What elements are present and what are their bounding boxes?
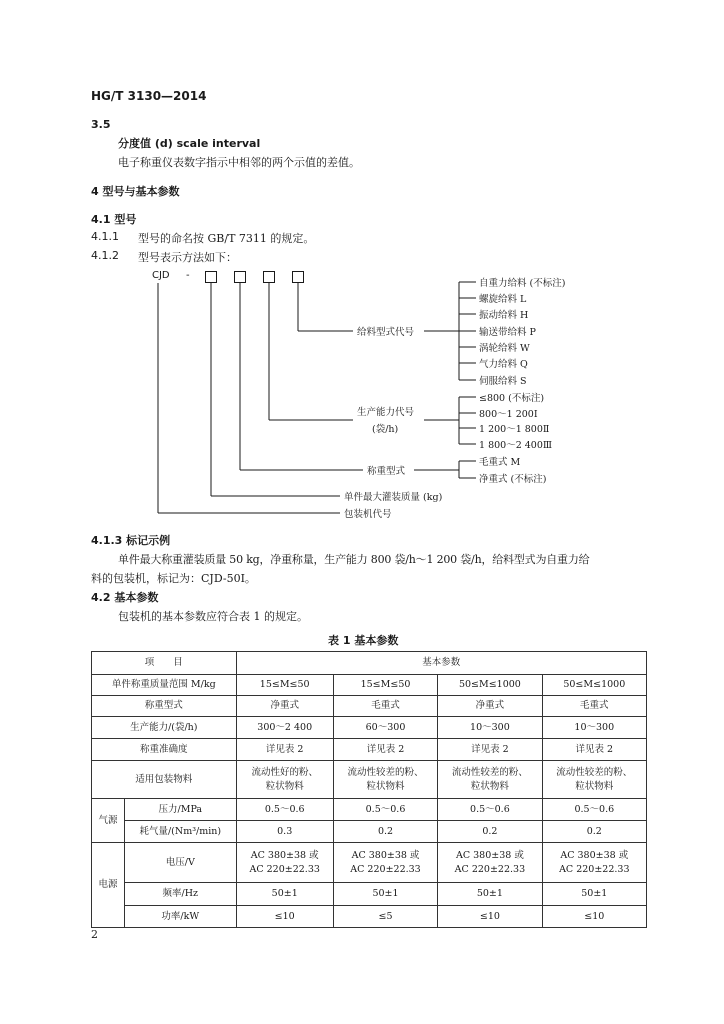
table-cell: 详见表 2: [542, 739, 646, 761]
feed-option: 螺旋给料 L: [479, 294, 527, 305]
table-cell: AC 380±38 或 AC 220±22.33: [542, 843, 646, 883]
table-cell: 50±1: [333, 883, 437, 906]
group-label-power: 电源: [92, 843, 125, 928]
row-label: 生产能力/(袋/h): [92, 717, 237, 739]
table-cell: 0.2: [333, 821, 437, 843]
table-row: [92, 799, 647, 821]
table-cell: 详见表 2: [333, 739, 437, 761]
standard-number: HG/T 3130—2014: [91, 89, 207, 103]
table-cell: AC 380±38 或 AC 220±22.33: [438, 843, 542, 883]
table-cell: ≤10: [542, 906, 646, 928]
table-cell: 50±1: [236, 883, 333, 906]
table-row: [92, 843, 647, 883]
capacity-option: ≤800 (不标注): [479, 393, 545, 404]
row-label: 功率/kW: [125, 906, 237, 928]
table-row: [92, 739, 647, 761]
model-dash: -: [186, 270, 190, 281]
weigh-type-label: 称重型式: [367, 466, 406, 477]
table-cell: ≤5: [333, 906, 437, 928]
table-row: [92, 696, 647, 717]
header-cell: 基本参数: [236, 652, 646, 675]
subsection-heading: 4.2 基本参数: [91, 591, 159, 604]
feed-option: 伺服给料 S: [479, 376, 527, 387]
table-cell: 0.2: [542, 821, 646, 843]
row-label: 耗气量/(Nm³/min): [125, 821, 237, 843]
weigh-option: 净重式 (不标注): [479, 474, 547, 485]
table-cell: 流动性较差的粉、 粒状物料: [438, 761, 542, 799]
clause-text: 型号表示方法如下：: [138, 251, 237, 264]
table-cell: 0.2: [438, 821, 542, 843]
row-label: 频率/Hz: [125, 883, 237, 906]
table-cell: 流动性好的粉、 粒状物料: [236, 761, 333, 799]
table-row: [92, 761, 647, 799]
table-cell: 50≤M≤1000: [542, 675, 646, 696]
row-label: 压力/MPa: [125, 799, 237, 821]
clause-number: 4.1.2: [91, 249, 119, 262]
term-definition: 电子称重仪表数字指示中相邻的两个示值的差值。: [118, 156, 360, 169]
table-cell: 50±1: [542, 883, 646, 906]
table-cell: AC 380±38 或 AC 220±22.33: [333, 843, 437, 883]
table-cell: 详见表 2: [438, 739, 542, 761]
table-row: [92, 821, 647, 843]
table-row: [92, 906, 647, 928]
subsection-heading: 4.1.3 标记示例: [91, 534, 171, 547]
capacity-option: 1 200～1 800Ⅱ: [479, 424, 550, 435]
table-cell: 0.5～0.6: [333, 799, 437, 821]
table-cell: 50≤M≤1000: [438, 675, 542, 696]
row-label: 适用包装物料: [92, 761, 237, 799]
table-cell: 300～2 400: [236, 717, 333, 739]
feed-option: 自重力给料 (不标注): [479, 278, 566, 289]
paragraph-line: 料的包装机，标记为：CJD-50Ⅰ。: [91, 572, 256, 585]
table-cell: 详见表 2: [236, 739, 333, 761]
subsection-heading: 4.1 型号: [91, 213, 137, 226]
clause-number: 4.1.1: [91, 230, 119, 243]
table-cell: 0.5～0.6: [236, 799, 333, 821]
table-cell: ≤10: [438, 906, 542, 928]
feed-option: 输送带给料 P: [479, 327, 536, 338]
section-heading: 4 型号与基本参数: [91, 185, 180, 198]
table-row: [92, 675, 647, 696]
term-heading: 分度值 (d) scale interval: [118, 137, 261, 150]
row-label: 单件称重质量范围 M/kg: [92, 675, 237, 696]
table-cell: 净重式: [236, 696, 333, 717]
table-row: [92, 717, 647, 739]
table-caption: 表 1 基本参数: [328, 634, 399, 647]
table-cell: 50±1: [438, 883, 542, 906]
table-cell: ≤10: [236, 906, 333, 928]
feed-option: 气力给料 Q: [479, 359, 528, 370]
table-cell: 0.5～0.6: [438, 799, 542, 821]
row-label: 电压/V: [125, 843, 237, 883]
parameters-table: [91, 651, 647, 928]
table-cell: 毛重式: [333, 696, 437, 717]
paragraph-line: 包装机的基本参数应符合表 1 的规定。: [118, 610, 308, 623]
row-label: 称重型式: [92, 696, 237, 717]
max-mass-label: 单件最大灌装质量 (kg): [344, 492, 443, 503]
table-cell: 15≤M≤50: [333, 675, 437, 696]
feed-option: 涡轮给料 W: [479, 343, 530, 354]
header-cell: 项 目: [92, 652, 237, 675]
model-prefix: CJD: [152, 270, 170, 281]
capacity-unit: (袋/h): [372, 424, 399, 435]
paragraph-line: 单件最大称重灌装质量 50 kg，净重称量，生产能力 800 袋/h～1 200 袋/h，给料型式为自重力给: [118, 553, 590, 566]
table-row: [92, 883, 647, 906]
table-cell: AC 380±38 或 AC 220±22.33: [236, 843, 333, 883]
feed-option: 振动给料 H: [479, 310, 529, 321]
capacity-option: 1 800～2 400Ⅲ: [479, 440, 553, 451]
table-cell: 0.5～0.6: [542, 799, 646, 821]
group-label-air: 气源: [92, 799, 125, 843]
table-cell: 10～300: [438, 717, 542, 739]
weigh-option: 毛重式 M: [479, 457, 521, 468]
table-cell: 60～300: [333, 717, 437, 739]
table-cell: 流动性较差的粉、 粒状物料: [542, 761, 646, 799]
table-cell: 毛重式: [542, 696, 646, 717]
table-cell: 净重式: [438, 696, 542, 717]
table-cell: 0.3: [236, 821, 333, 843]
table-cell: 15≤M≤50: [236, 675, 333, 696]
capacity-option: 800～1 200Ⅰ: [479, 409, 538, 420]
row-label: 称重准确度: [92, 739, 237, 761]
machine-code-label: 包装机代号: [344, 509, 392, 520]
capacity-label: 生产能力代号: [357, 407, 415, 418]
clause-text: 型号的命名按 GB/T 7311 的规定。: [138, 232, 315, 245]
table-header-row: [92, 652, 647, 675]
table-cell: 10～300: [542, 717, 646, 739]
table-cell: 流动性较差的粉、 粒状物料: [333, 761, 437, 799]
page-number: 2: [91, 928, 98, 941]
feed-type-label: 给料型式代号: [357, 327, 415, 338]
section-number: 3.5: [91, 118, 111, 131]
